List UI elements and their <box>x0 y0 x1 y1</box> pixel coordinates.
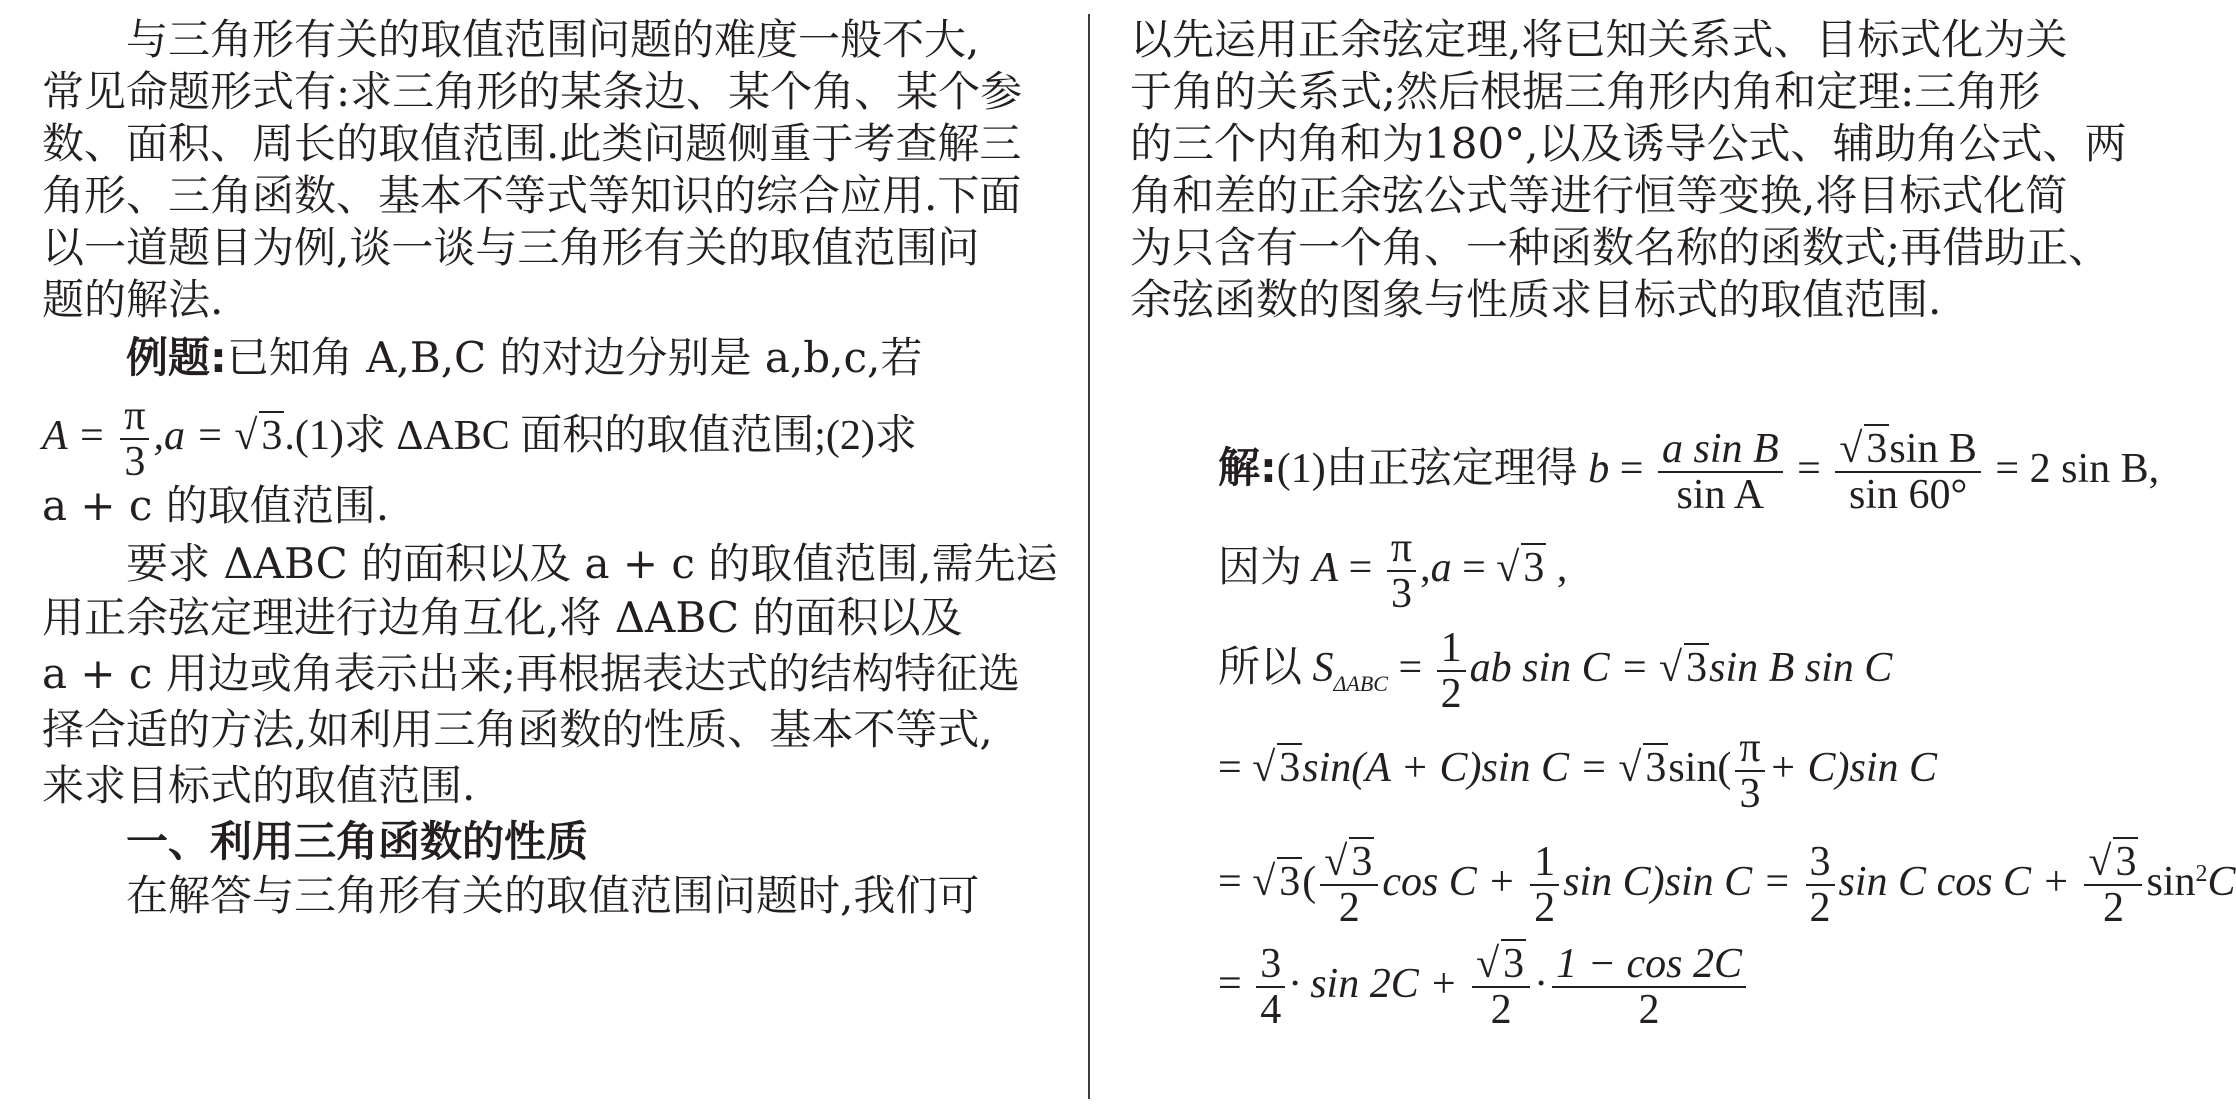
paragraph-line: 数、面积、周长的取值范围.此类问题侧重于考查解三 <box>42 119 1022 168</box>
paragraph-line: 与三角形有关的取值范围问题的难度一般不大, <box>126 15 980 64</box>
paragraph-line: 来求目标式的取值范围. <box>42 761 476 810</box>
sqrt-3: √3 <box>234 413 283 459</box>
paragraph-line: 余弦函数的图象与性质求目标式的取值范围. <box>1130 275 1942 324</box>
paragraph-line: 于角的关系式;然后根据三角形内角和定理:三角形 <box>1130 67 2041 116</box>
solution-line-5: = √3( $\frac{√3}{2}$ cos C + $\frac{1}{2}$ sin C)sin C = $\frac{3}{2}$ sin C cos C + $\frac{√3}{2}$ $\sin^2C$ <box>1218 839 2236 932</box>
example-line-3: a + c 的取值范围. <box>42 481 390 530</box>
paragraph-line: 角和差的正余弦公式等进行恒等变换,将目标式化简 <box>1130 171 2068 220</box>
paragraph-line: 角形、三角函数、基本不等式等知识的综合应用.下面 <box>42 171 1022 220</box>
example-line-1: 例题:已知角 A,B,C 的对边分别是 a,b,c,若 <box>126 333 923 382</box>
paragraph-line: 在解答与三角形有关的取值范围问题时,我们可 <box>126 871 980 920</box>
example-label: 例题: <box>126 333 227 382</box>
sqrt-3: √3 <box>1496 545 1545 591</box>
paragraph-line: 的三个内角和为180°,以及诱导公式、辅助角公式、两 <box>1130 119 2127 168</box>
solution-label: 解: <box>1218 443 1277 492</box>
solution-line-3: 所以 $S_{\Delta ABC}$ = $\frac{1}{2}$ ab sin C = √3sin B sin C <box>1218 625 1893 718</box>
section-heading: 一、利用三角函数的性质 <box>126 817 589 866</box>
paragraph-line: 择合适的方法,如利用三角函数的性质、基本不等式, <box>42 705 993 754</box>
solution-line-1: 解:(1)由正弦定理得 b = $\frac{\text{a sin B}}{\text{sin A}}$ = $\frac{\text{√3sin B}}{\sin 60^\circ}$ = 2 sin B, <box>1218 426 2160 519</box>
paragraph-line: 常见命题形式有:求三角形的某条边、某个角、某个参 <box>42 67 1023 116</box>
paragraph-line: 要求 ΔABC 的面积以及 a + c 的取值范围,需先运 <box>126 539 1058 588</box>
solution-line-6: = $\frac{3}{4}$ · sin 2C + $\frac{√3}{2}$ · $\frac{1 - \cos 2C}{2}$ <box>1218 934 1750 1034</box>
fraction: $\frac{\text{a sin B}}{\text{sin A}}$ <box>1658 427 1783 517</box>
paragraph-line: 题的解法. <box>42 275 224 324</box>
paragraph-line: 以先运用正余弦定理,将已知关系式、目标式化为关 <box>1130 15 2068 64</box>
paragraph-line: a + c 用边或角表示出来;再根据表达式的结构特征选 <box>42 649 1020 698</box>
fraction: $\frac{\text{√3sin B}}{\sin 60^\circ}$ <box>1835 427 1981 517</box>
fraction-pi-over-3: $\frac{\pi}{3}$ <box>120 394 149 484</box>
paragraph-line: 用正余弦定理进行边角互化,将 ΔABC 的面积以及 <box>42 593 963 642</box>
example-line-2: A = $\frac{\pi}{3}$ ,a = √3.(1)求 ΔABC 面积的取值范围;(2)求 <box>42 393 917 486</box>
solution-line-4: = √3sin(A + C)sin C = √3sin( $\frac{\pi}{3}$ + C)sin C <box>1218 725 1938 818</box>
solution-line-2: 因为 A = $\frac{\pi}{3}$ ,a = √3 , <box>1218 520 1567 616</box>
column-divider <box>1088 14 1090 1099</box>
fraction-pi-over-3: $\frac{\pi}{3}$ <box>1387 526 1416 616</box>
paragraph-line: 为只含有一个角、一种函数名称的函数式;再借助正、 <box>1130 223 2111 272</box>
paragraph-line: 以一道题目为例,谈一谈与三角形有关的取值范围问 <box>42 223 980 272</box>
